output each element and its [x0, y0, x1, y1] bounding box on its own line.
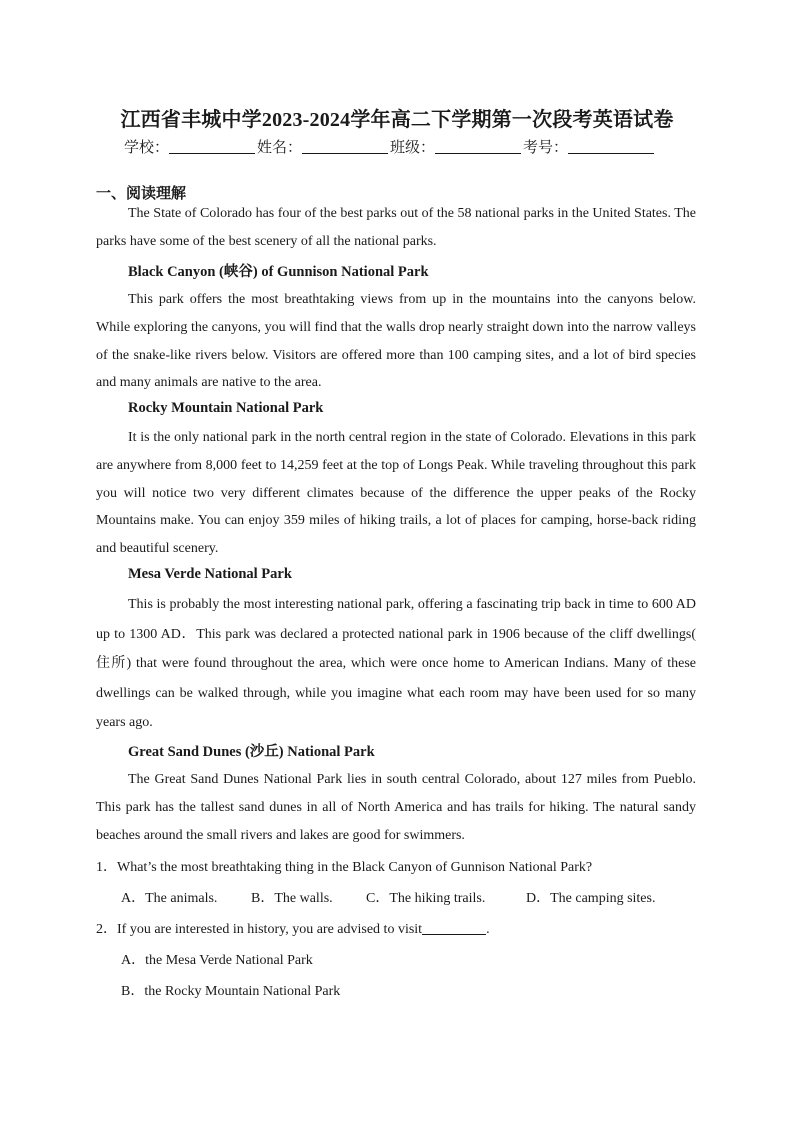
question-2-option-a: A．the Mesa Verde National Park: [121, 953, 313, 968]
class-label: 班级：: [390, 138, 436, 156]
question-2-stem: [96, 918, 490, 938]
question-2-answer-blank: [422, 921, 486, 935]
page-title: 江西省丰城中学2023-2024学年高二下学期第一次段考英语试卷: [120, 109, 674, 131]
name-label: 姓名：: [257, 138, 303, 156]
number-label: 考号：: [523, 138, 569, 156]
student-info-line: [124, 136, 656, 157]
school-label: 学校：: [124, 138, 170, 156]
question-1-option-d: D．The camping sites.: [526, 891, 656, 906]
question-2-option-b: B．the Rocky Mountain National Park: [121, 984, 341, 999]
park-text-great-sand-dunes: The Great Sand Dunes National Park lies in south central Colorado, about 127 miles from Pueblo. This park has the tallest sand dunes in all of North America and has trails for hiking. The natural sandy beaches around the small rivers and lakes are good for swimmers.: [96, 772, 696, 843]
park-text-rocky-mountain: It is the only national park in the north central region in the state of Colorado. Elevations in this park are anywhere from 8,000 feet to 14,259 feet at the top of Longs Peak. While traveling throughout this park you will notice two very different climates because of the difference the upper peaks of the Rocky Mountains make. You can enjoy 359 miles of hiking trails, a lot of places for camping, horse-back riding and beautiful scenery.: [96, 430, 696, 557]
question-1-option-a: A．The animals.: [121, 891, 218, 906]
park-heading-rocky-mountain: Rocky Mountain National Park: [128, 400, 324, 416]
question-2-stem-end: .: [486, 922, 490, 937]
question-2-stem-text: 2．If you are interested in history, you are advised to visit: [96, 922, 423, 937]
number-blank: [568, 139, 654, 154]
park-heading-black-canyon: Black Canyon (峡谷) of Gunnison National Park: [128, 264, 429, 280]
park-heading-great-sand-dunes: Great Sand Dunes (沙丘) National Park: [128, 744, 375, 760]
name-blank: [302, 139, 388, 154]
park-heading-mesa-verde: Mesa Verde National Park: [128, 566, 292, 582]
question-1-options: [121, 887, 655, 907]
intro-paragraph: The State of Colorado has four of the best parks out of the 58 national parks in the United States. The parks have some of the best scenery of all the national parks.: [96, 206, 696, 249]
class-blank: [435, 139, 521, 154]
school-blank: [169, 139, 255, 154]
park-text-mesa-verde: This is probably the most interesting national park, offering a fascinating trip back in time to 600 AD up to 1300 AD．This park was declared a protected national park in 1906 because of the cliff dwellings( 住所) that were found throughout the area, which were once home to American Indians. Many of these dwellings can be walked through, while you imagine what each room may have been used for so many years ago.: [96, 597, 696, 731]
question-1-stem: 1．What’s the most breathtaking thing in the Black Canyon of Gunnison National Park?: [96, 860, 593, 875]
question-1-option-c: C．The hiking trails.: [366, 891, 486, 906]
park-text-black-canyon: This park offers the most breathtaking views from up in the mountains into the canyons below. While exploring the canyons, you will find that the walls drop nearly straight down into the narrow valleys of the snake-like rivers below. Visitors are offered more than 100 camping sites, and a lot of bird species and many animals are native to the area.: [96, 292, 696, 391]
section-title: 一、阅读理解: [96, 184, 187, 202]
question-1-option-b: B．The walls.: [251, 891, 333, 906]
